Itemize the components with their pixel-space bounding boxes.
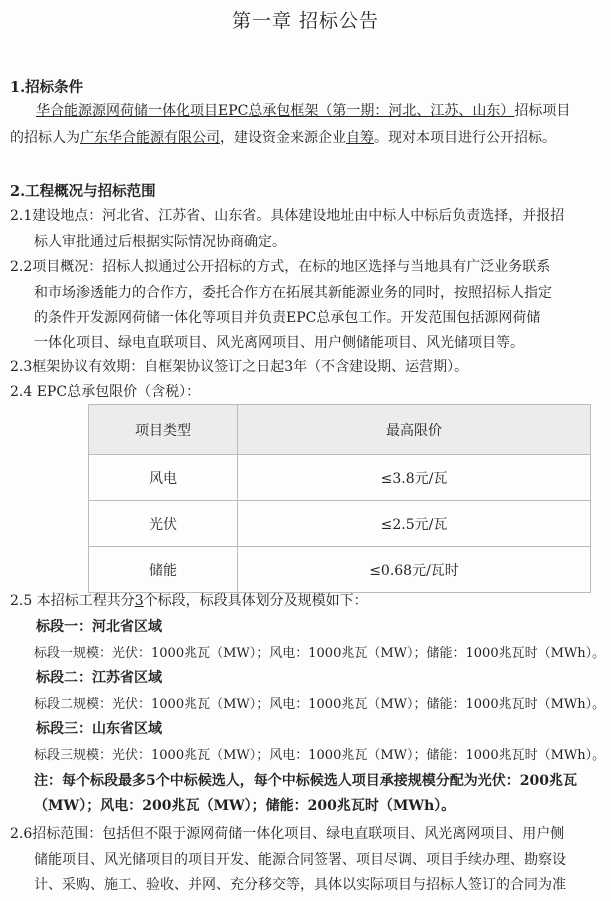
lot-count: 3 [134, 593, 144, 609]
p22-line-3: 的条件开发源网荷储一体化等项目并负责EPC总承包工作。开发范围包括源网荷储 [34, 310, 541, 326]
lot-1-scale: 标段一规模：光伏：1000兆瓦（MW）；风电：1000兆瓦（MW）；储能：1000兆瓦时（MWh）。 [34, 646, 606, 661]
lot-2-name: 标段二：江苏省区域 [36, 670, 162, 686]
tenderer-prefix: 的招标人为 [10, 130, 80, 146]
section-1-tail: 。现对本项目进行公开招标。 [374, 130, 556, 146]
p25-suffix: 个标段，标段具体划分及规模如下： [143, 593, 368, 609]
project-name: 华合能源源网荷储一体化项目EPC总承包框架（第一期：河北、江苏、山东） [36, 103, 515, 119]
p21-line-2: 标人审批通过后根据实际情况协商确定。 [34, 234, 286, 250]
note-line-1: 注：每个标段最多5个中标候选人，每个中标候选人项目承接规模分配为光伏：200兆瓦 [34, 773, 577, 789]
p25-prefix: 2.5 本招标工程共分 [10, 593, 135, 609]
lot-1-name: 标段一：河北省区域 [36, 619, 162, 635]
table-cell-type: 储能 [89, 547, 238, 593]
table-cell-limit: ≤3.8元/瓦 [238, 455, 591, 501]
table-cell-limit: ≤0.68元/瓦时 [238, 547, 591, 593]
price-limit-table [88, 404, 591, 593]
lot-2-scale: 标段二规模：光伏：1000兆瓦（MW）；风电：1000兆瓦（MW）；储能：1000兆瓦时（MWh）。 [34, 697, 606, 712]
funding-prefix: ，建设资金来源企业 [220, 130, 346, 146]
table-header-type: 项目类型 [89, 405, 238, 455]
table-row [89, 547, 591, 593]
funding-source: 自筹 [346, 130, 374, 146]
table-cell-type: 风电 [89, 455, 238, 501]
p26-line-3: 计、采购、施工、验收、并网、充分移交等，具体以实际项目与招标人签订的合同为准 [34, 877, 566, 893]
chapter-title: 第一章 招标公告 [231, 10, 380, 32]
p21-line-1: 2.1建设地点：河北省、江苏省、山东省。具体建设地址由中标人中标后负责选择，并报招 [10, 208, 565, 224]
p23-line: 2.3框架协议有效期：自框架协议签订之日起3年（不含建设期、运营期）。 [10, 359, 469, 375]
lot-3-name: 标段三：山东省区域 [36, 721, 162, 737]
section-1-heading: 1.招标条件 [10, 79, 84, 96]
p22-line-1: 2.2项目概况：招标人拟通过公开招标的方式，在标的地区选择与当地具有广泛业务联系 [10, 259, 551, 275]
table-header-limit: 最高限价 [238, 405, 591, 455]
p22-line-2: 和市场渗透能力的合作方，委托合作方在拓展其新能源业务的同时，按照招标人指定 [34, 285, 552, 301]
section-1-line-2 [10, 127, 556, 147]
project-name-suffix: 招标项目 [514, 103, 571, 119]
lot-3-scale: 标段三规模：光伏：1000兆瓦（MW）；风电：1000兆瓦（MW）；储能：1000兆瓦时（MWh）。 [34, 748, 606, 763]
p26-line-1: 2.6招标范围：包括但不限于源网荷储一体化项目、绿电直联项目、风光离网项目、用户侧 [10, 826, 565, 842]
note-line-2: （MW）；风电：200兆瓦（MW）；储能：200兆瓦时（MWh）。 [34, 798, 456, 814]
table-row [89, 455, 591, 501]
p26-line-2: 储能项目、风光储项目的项目开发、能源合同签署、项目尽调、项目手续办理、勘察设 [34, 852, 566, 868]
table-cell-type: 光伏 [89, 501, 238, 547]
table-row [89, 501, 591, 547]
tenderer-name: 广东华合能源有限公司 [80, 130, 220, 146]
table-header-row [89, 405, 591, 455]
section-1-line-1 [36, 100, 570, 120]
table-cell-limit: ≤2.5元/瓦 [238, 501, 591, 547]
section-2-heading: 2.工程概况与招标范围 [10, 183, 156, 200]
p25-line [10, 590, 368, 610]
p24-line: 2.4 EPC总承包限价（含税）： [10, 384, 201, 400]
p22-line-4: 一体化项目、绿电直联项目、风光离网项目、用户侧储能项目、风光储项目等。 [34, 335, 524, 351]
